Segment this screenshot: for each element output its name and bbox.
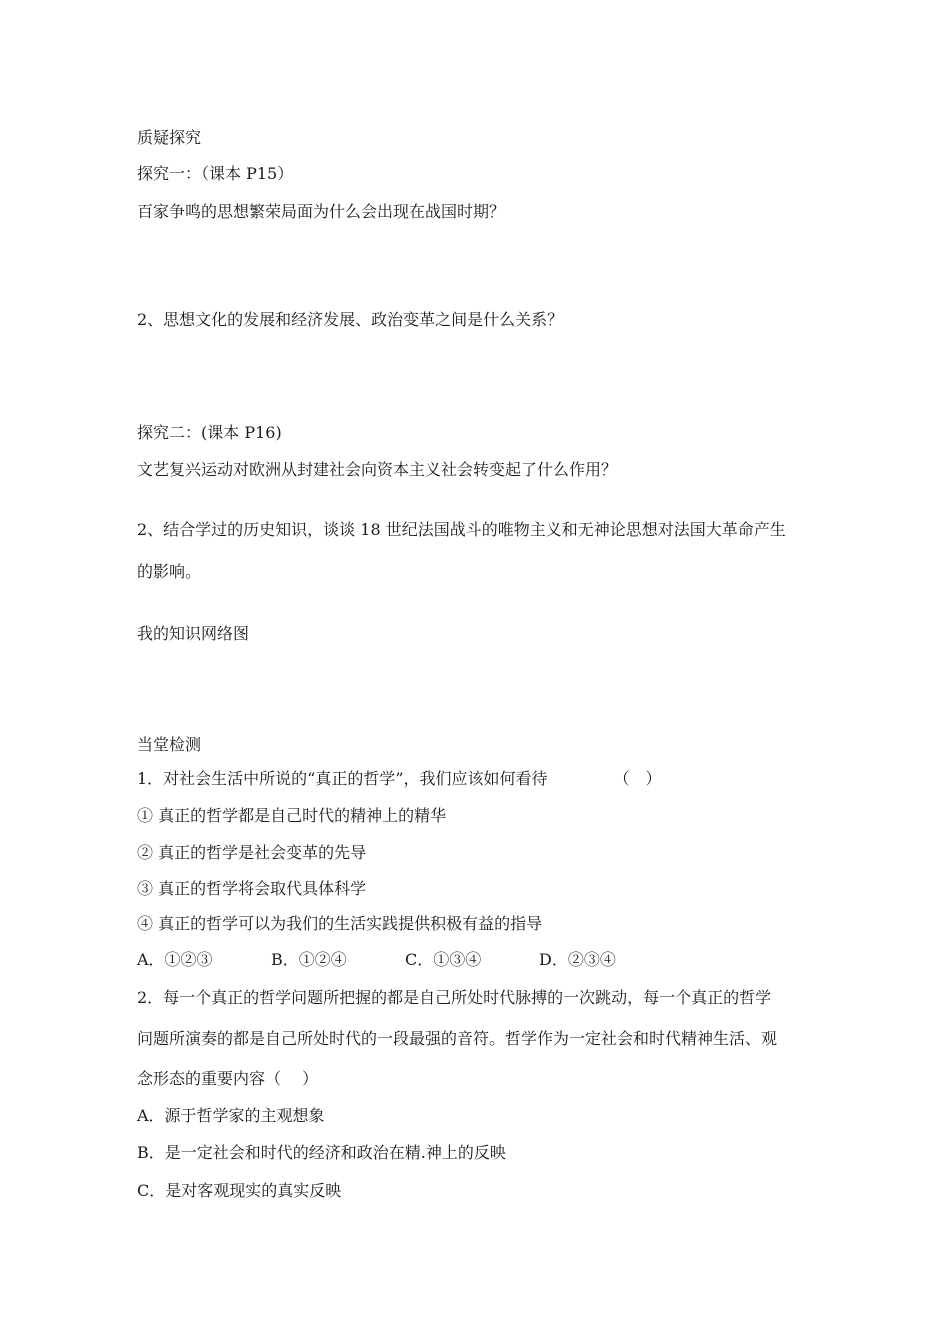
question2-option-b: B．是一定社会和时代的经济和政治在精.神上的反映 [137, 1143, 506, 1162]
question2-option-a: A．源于哲学家的主观想象 [137, 1106, 325, 1125]
inquiry2-question1: 文艺复兴运动对欧洲从封建社会向资本主义社会转变起了什么作用？ [137, 460, 618, 479]
inquiry2-question2-line1: 2、结合学过的历史知识，谈谈 18 世纪法国战斗的唯物主义和无神论思想对法国大革命产生 [137, 520, 786, 539]
question1-options-row [137, 950, 673, 970]
knowledge-map-heading: 我的知识网络图 [137, 624, 250, 643]
question1-stem: 1．对社会生活中所说的“真正的哲学”，我们应该如何看待 [137, 769, 548, 788]
test-heading: 当堂检测 [137, 735, 202, 754]
question1-statement-2: ② 真正的哲学是社会变革的先导 [137, 843, 367, 862]
question1-stem-row [137, 769, 662, 789]
question2-stem-line2: 问题所演奏的都是自己所处时代的一段最强的音符。哲学作为一定社会和时代精神生活、观 [137, 1029, 778, 1048]
question1-answer-blank: （ ） [613, 769, 662, 788]
question2-stem-line3: 念形态的重要内容（ ） [137, 1069, 319, 1088]
question1-option-a: A．①②③ [137, 950, 213, 969]
question1-option-b: B．①②④ [271, 950, 347, 969]
inquiry2-question2-line2: 的影响。 [137, 562, 202, 581]
question2-option-c: C．是对客观现实的真实反映 [137, 1181, 342, 1200]
inquiry1-question2: 2、思想文化的发展和经济发展、政治变革之间是什么关系？ [137, 310, 564, 329]
inquiry1-question1: 百家争鸣的思想繁荣局面为什么会出现在战国时期？ [137, 202, 506, 221]
question1-option-c: C．①③④ [405, 950, 482, 969]
question1-option-d: D．②③④ [539, 950, 616, 969]
inquiry1-title: 探究一：（课本 P15） [137, 164, 294, 183]
inquiry2-title: 探究二：(课本 P16) [137, 423, 282, 442]
question1-statement-4: ④ 真正的哲学可以为我们的生活实践提供积极有益的指导 [137, 914, 543, 933]
question2-stem-line1: 2．每一个真正的哲学问题所把握的都是自己所处时代脉搏的一次跳动，每一个真正的哲学 [137, 988, 772, 1007]
question1-statement-3: ③ 真正的哲学将会取代具体科学 [137, 879, 367, 898]
inquiry-heading: 质疑探究 [137, 128, 202, 147]
question1-statement-1: ① 真正的哲学都是自己时代的精神上的精华 [137, 806, 447, 825]
